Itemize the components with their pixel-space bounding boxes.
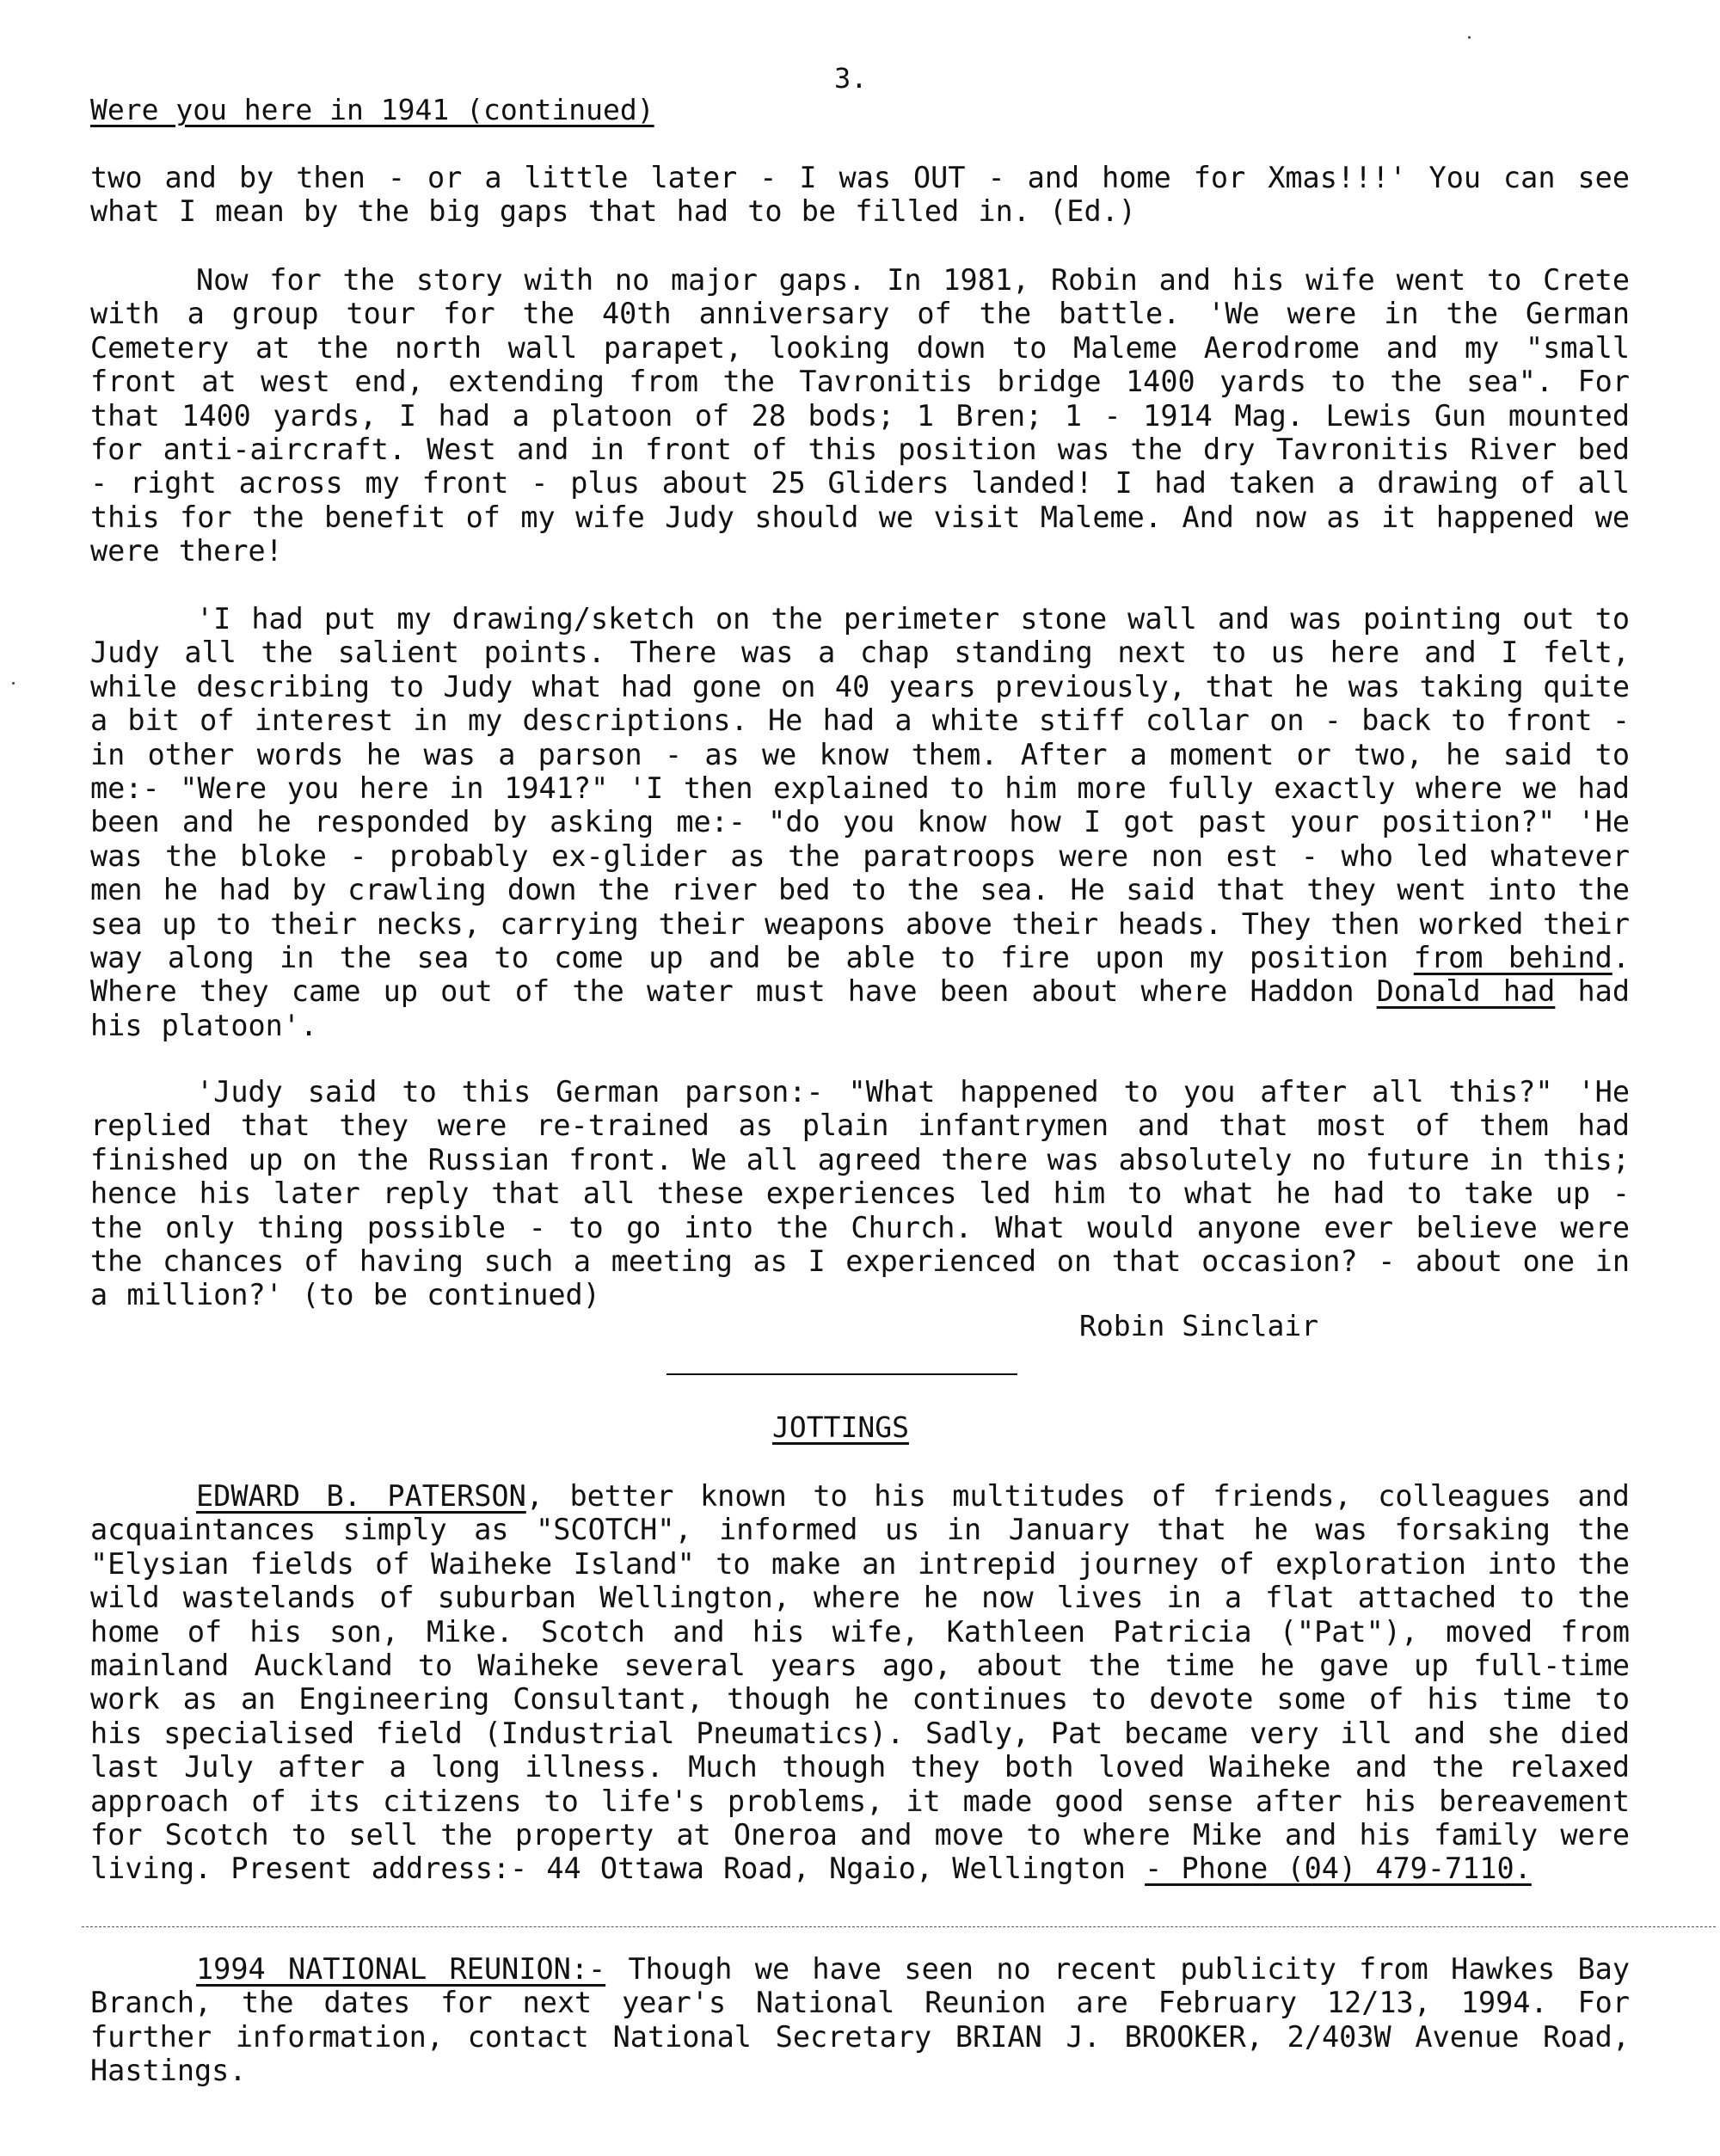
reunion-label: 1994 NATIONAL REUNION:- — [196, 1952, 606, 1986]
jottings-text — [90, 1479, 1630, 1886]
story-paragraph-3 — [90, 1075, 1630, 1312]
struck-correction: Donald had — [1376, 974, 1556, 1009]
reunion-paragraph — [90, 1952, 1630, 2088]
story-text-2-before: 'I had put my drawing/sketch on the perimeter stone wall and was pointing out to Judy all the salient points. There was a chap standing next to us here and I felt, while describing to Judy what had gone on 40 years previously, that he was taking quite a bit of interest in my descriptions. He had a white stiff collar on - back to front - in other words he was a parson - as we know them. After a moment or two, he said to me:- "Were you here in 1941?" 'I then explained to him more fully exactly where we had been and he responded by asking me:- "do you know how I got past your position?" 'He was the bloke - probably ex-glider as the paratroops were non est - who led whatever men he had by crawling down the river bed to the sea. He said that they went into the sea up to their necks, carrying their weapons above their heads. They then worked their way along in the sea to come up and be able to fire upon my position — [90, 602, 1630, 975]
intro-paragraph — [90, 161, 1630, 229]
story-text-2 — [90, 602, 1630, 1042]
story-text-3: 'Judy said to this German parson:- "What happened to you after all this?" 'He replied that they were re-trained as plain infantrymen and that most of them had finished up on the Russian front. We all agreed there was absolutely no future in this; hence his later reply that all these experiences led him to what he had to take up - the only thing possible - to go into the Church. What would anyone ever believe were the chances of having such a meeting as I experienced on that occasion? - about one in a million?' (to be continued) — [90, 1075, 1630, 1312]
dashed-cut-line — [82, 1926, 1716, 1927]
jottings-paragraph — [90, 1479, 1630, 1886]
from-behind-emphasis: from behind — [1413, 941, 1612, 975]
newsletter-page — [90, 0, 1630, 2156]
story-text-2-after: had his platoon'. — [90, 974, 1631, 1042]
signature: Robin Sinclair — [1079, 1309, 1319, 1342]
jottings-phone: - Phone (04) 479-7110. — [1145, 1852, 1532, 1886]
story-paragraph-1 — [90, 263, 1630, 568]
reunion-text — [90, 1952, 1630, 2088]
scan-speck — [1468, 36, 1471, 39]
intro-text: two and by then - or a little later - I was OUT - and home for Xmas!!!' You can see what I mean by the big gaps that had to be filled in. (Ed.) — [90, 161, 1630, 229]
story-text-1: Now for the story with no major gaps. In 1981, Robin and his wife went to Crete with a group tour for the 40th anniversary of the battle. 'We were in the German Cemetery at the north wall parapet, looking down to Maleme Aerodrome and my "small front at west end, extending from the Tavronitis bridge 1400 yards to the sea". For that 1400 yards, I had a platoon of 28 bods; 1 Bren; 1 - 1914 Mag. Lewis Gun mounted for anti-aircraft. West and in front of this position was the dry Tavronitis River bed - right across my front - plus about 25 Gliders landed! I had taken a drawing of all this for the benefit of my wife Judy should we visit Maleme. And now as it happened we were there! — [90, 263, 1630, 568]
page-number: 3. — [834, 62, 868, 95]
jottings-body: , better known to his multitudes of friends, colleagues and acquaintances simply as "SCOTCH", informed us in January that he was forsaking the "Elysian fields of Waiheke Island" to make an intrepid journey of exploration into the wild wastelands of suburban Wellington, where he now lives in a flat attached to the home of his son, Mike. Scotch and his wife, Kathleen Patricia ("Pat"), moved from mainland Auckland to Waiheke several years ago, about the time he gave up full-time work as an Engineering Consultant, though he continues to devote some of his time to his specialised field (Industrial Pneumatics). Sadly, Pat became very ill and she died last July after a long illness. Much though they both loved Waiheke and the relaxed approach of its citizens to life's problems, it made good sense after his bereavement for Scotch to sell the property at Oneroa and move to where Mike and his family were living. Present address:- 44 Ottawa Road, Ngaio, Wellington — [90, 1479, 1630, 1886]
story-paragraph-2 — [90, 602, 1630, 1042]
reunion-body: Though we have seen no recent publicity from Hawkes Bay Branch, the dates for next year's National Reunion are February 12/13, 1994. For further information, contact National Secretary BRIAN J. BROOKER, 2/403W Avenue Road, Hastings. — [90, 1952, 1630, 2088]
section-divider — [666, 1373, 1017, 1375]
story-text-2-middle: . Where they came up out of the water must have been about where Haddon — [90, 941, 1631, 1009]
scan-speck — [12, 682, 15, 685]
jottings-person-name: EDWARD B. PATERSON — [196, 1479, 526, 1513]
jottings-heading: JOTTINGS — [772, 1410, 909, 1444]
section-title: Were you here in 1941 (continued) — [90, 93, 654, 126]
